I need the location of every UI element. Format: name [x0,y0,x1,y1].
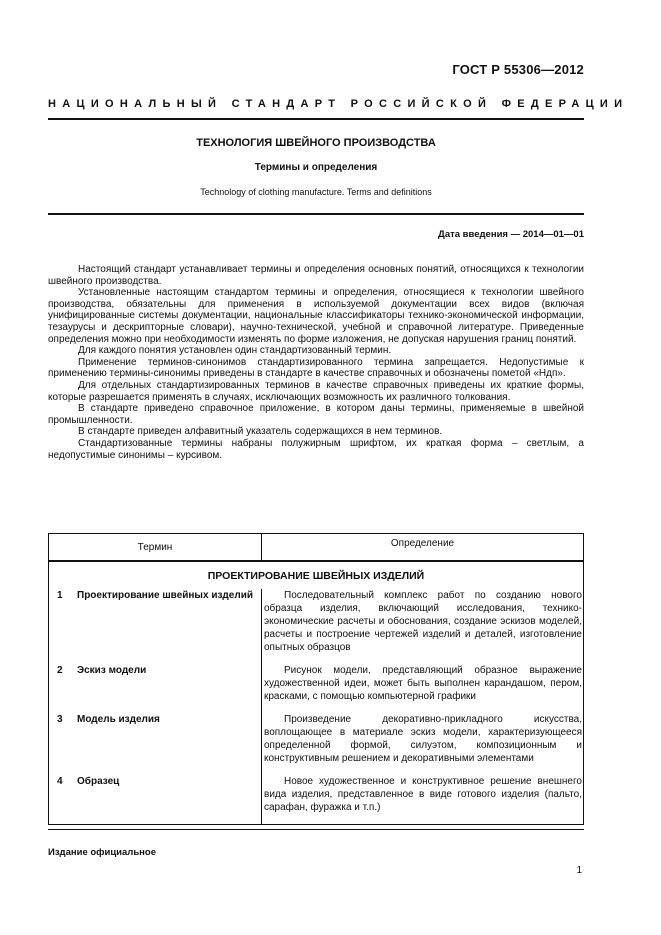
middle-divider [48,213,584,215]
term-cell [49,775,262,825]
terms-table [48,533,584,825]
national-standard-heading: НАЦИОНАЛЬНЫЙ СТАНДАРТ РОССИЙСКОЙ ФЕДЕРАЦИИ [48,98,629,110]
table-row [49,664,584,713]
paragraph: Для каждого понятия установлен один стандартизованный термин. [78,345,392,357]
term-cell [49,713,262,775]
term-text: Эскиз модели [77,665,147,676]
definition-cell [262,775,584,825]
footer-divider [48,829,584,830]
term-number: 4 [57,776,63,787]
column-header-definition: Определение [262,534,584,562]
term-cell [49,589,262,664]
document-english-title: Technology of clothing manufacture. Terms and definitions [200,187,432,197]
gost-number: ГОСТ Р 55306—2012 [452,62,584,77]
introduction-text [48,264,584,461]
paragraph: В стандарте приведен алфавитный указатель содержащихся в нем терминов. [78,426,443,438]
paragraph: В стандарте приведено справочное приложение, в котором даны термины, применяемые в швейной промышленности. [48,403,584,426]
column-header-term: Термин [49,534,262,562]
paragraph: Настоящий стандарт устанавливает термины и определения основных понятий, относящихся к технологии швейного производства. [48,264,584,287]
definition-text: Последовательный комплекс работ по созданию нового образца изделия, включающий исследования, технико-экономические расчеты и обоснования, создание эскизов моделей, расчеты и построение чертежей изделий и деталей, изготовление опытных образцов [264,590,582,653]
term-text: Проектирование швейных изделий [77,590,253,601]
page-number: 1 [576,865,582,876]
edition-label: Издание официальное [48,847,156,858]
term-cell [49,664,262,713]
table-row [49,775,584,825]
term-text: Модель изделия [77,714,160,725]
definition-text: Произведение декоративно-прикладного искусства, воплощающее в материале эскиз модели, характеризующееся определенной формой, силуэтом, композиционным и конструктивным решением и декоративными элементами [264,714,582,764]
table-row [49,713,584,775]
section-row [49,561,584,589]
definition-text: Рисунок модели, представляющий образное выражение художественной идеи, может быть выполнен карандашом, пером, красками, с помощью компьютерной графики [264,665,582,702]
definition-cell [262,713,584,775]
definition-cell [262,589,584,664]
section-title: ПРОЕКТИРОВАНИЕ ШВЕЙНЫХ ИЗДЕЛИЙ [49,561,584,589]
paragraph: Стандартизованные термины набраны полужирным шрифтом, их краткая форма – светлым, а недопустимые синонимы – курсивом. [48,437,584,461]
definition-cell [262,664,584,713]
paragraph: Для отдельных стандартизированных терминов в качестве справочных приведены их краткие формы, которые разрешается применять в случаях, исключающих возможность их различного толкования. [48,379,584,403]
table-row [49,589,584,664]
term-text: Образец [77,776,120,787]
term-number: 2 [57,665,63,676]
document-title: ТЕХНОЛОГИЯ ШВЕЙНОГО ПРОИЗВОДСТВА [196,137,436,149]
paragraph: Установленные настоящим стандартом термины и определения, относящиеся к технологии швейного производства, обязательны для применения в используемой документации всех видов (включая унифицированные системы документации, национальные классификаторы технико-экономической информации, тезаурусы и дескрипторные словари), научно-технической, учебной и справочной литературе. Приведенные определения можно при необходимости изменять по форме изложения, не допуская нарушения границ понятий. [48,287,584,345]
paragraph: Применение терминов-синонимов стандартизированного термина запрещается. Недопустимые к применению термины-синонимы приведены в стандарте в качестве справочных и обозначены пометой «Ндп». [48,356,584,380]
term-number: 3 [57,714,63,725]
term-number: 1 [57,590,63,601]
document-subtitle: Термины и определения [254,162,378,173]
introduction-date: Дата введения — 2014—01—01 [438,229,584,240]
top-divider [48,118,584,120]
definition-text: Новое художественное и конструктивное решение внешнего вида изделия, представленное в виде готового изделия (пальто, сарафан, фуражка и т.п.) [264,776,582,813]
